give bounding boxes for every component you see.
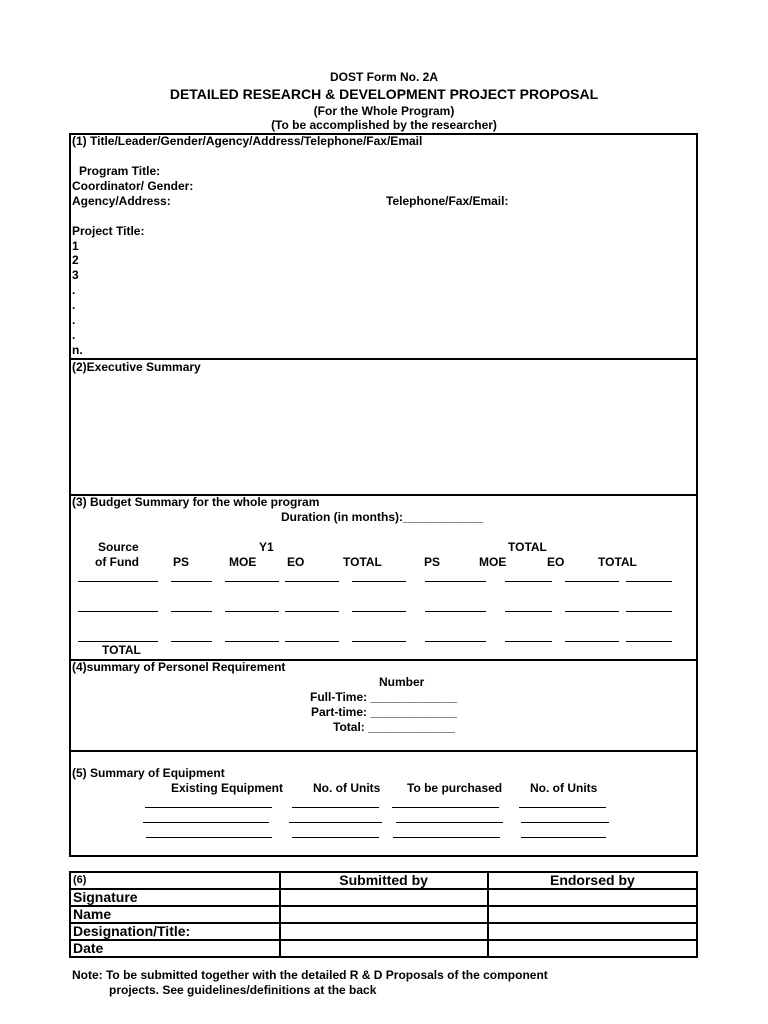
section5-heading: (5) Summary of Equipment [72, 766, 225, 780]
budget-blank-line [171, 611, 212, 612]
column-header: EO [287, 555, 305, 569]
budget-blank-line [425, 611, 486, 612]
column-header: Existing Equipment [171, 781, 284, 795]
project-item: 2 [72, 253, 79, 267]
submitted-signature-cell[interactable] [280, 889, 488, 906]
signature-row-label: Signature [70, 889, 280, 906]
section6-number: (6) [70, 872, 280, 889]
table-row [70, 889, 697, 906]
budget-blank-line [565, 611, 619, 612]
submitted-date-cell[interactable] [280, 940, 488, 957]
section4-heading: (4)summary of Personel Requirement [72, 660, 286, 674]
equipment-blank-line [289, 822, 382, 823]
column-header: MOE [229, 555, 257, 569]
project-item: . [72, 328, 76, 342]
column-header: No. of Units [313, 781, 381, 795]
date-row-label: Date [70, 940, 280, 957]
name-row-label: Name [70, 906, 280, 923]
column-header: To be purchased [407, 781, 503, 795]
equipment-blank-line [292, 837, 379, 838]
budget-blank-line [285, 581, 339, 582]
telephone-label: Telephone/Fax/Email: [386, 194, 509, 208]
equipment-blank-line [292, 807, 379, 808]
equipment-blank-line [396, 822, 503, 823]
project-item: n. [72, 343, 83, 357]
subtitle-whole-program: (For the Whole Program) [313, 104, 455, 118]
table-row [70, 923, 697, 940]
budget-blank-line [171, 641, 212, 642]
submitted-designation-cell[interactable] [280, 923, 488, 940]
budget-blank-line [285, 641, 339, 642]
submitted-by-header: Submitted by [280, 872, 488, 889]
budget-blank-line [565, 641, 619, 642]
number-label: Number [379, 675, 425, 689]
signature-table [69, 871, 698, 958]
project-item: 1 [72, 239, 79, 253]
equipment-blank-line [146, 837, 272, 838]
note-line-2: projects. See guidelines/definitions at the back [109, 983, 377, 997]
section1-heading: (1) Title/Leader/Gender/Agency/Address/Telephone/Fax/Email [72, 134, 423, 148]
project-item: . [72, 298, 76, 312]
column-header: EO [547, 555, 565, 569]
budget-blank-line [78, 611, 158, 612]
budget-blank-line [225, 611, 279, 612]
project-title-label: Project Title: [72, 224, 145, 238]
form-number: DOST Form No. 2A [329, 70, 438, 84]
equipment-blank-line [521, 837, 606, 838]
budget-blank-line [78, 581, 158, 582]
column-header: TOTAL [598, 555, 637, 569]
budget-total-label: TOTAL [102, 643, 141, 657]
source-of-fund-label: Source [98, 540, 139, 554]
equipment-blank-line [519, 807, 606, 808]
column-header: MOE [479, 555, 507, 569]
equipment-blank-line [521, 822, 609, 823]
budget-blank-line [171, 581, 212, 582]
budget-blank-line [425, 641, 486, 642]
page-title: DETAILED RESEARCH & DEVELOPMENT PROJECT PROPOSAL [169, 86, 599, 102]
subtitle-accomplished-by: (To be accomplished by the researcher) [271, 118, 497, 132]
program-title-label: Program Title: [79, 164, 161, 178]
divider-4-5 [69, 750, 698, 752]
personnel-total-field: Total: _____________ [333, 720, 455, 734]
note-line-1: Note: To be submitted together with the detailed R & D Proposals of the component [72, 968, 548, 982]
budget-blank-line [565, 581, 619, 582]
submitted-name-cell[interactable] [280, 906, 488, 923]
budget-blank-line [352, 581, 406, 582]
endorsed-signature-cell[interactable] [488, 889, 697, 906]
table-row [70, 906, 697, 923]
column-header: PS [173, 555, 190, 569]
designation-row-label: Designation/Title: [70, 923, 280, 940]
equipment-blank-line [143, 822, 269, 823]
budget-blank-line [505, 611, 552, 612]
budget-blank-line [626, 611, 672, 612]
budget-blank-line [285, 611, 339, 612]
equipment-blank-line [393, 837, 500, 838]
duration-label: Duration (in months):____________ [281, 510, 484, 524]
source-of-fund-label: of Fund [95, 555, 139, 569]
coordinator-label: Coordinator/ Gender: [72, 179, 194, 193]
endorsed-date-cell[interactable] [488, 940, 697, 957]
column-header: No. of Units [530, 781, 598, 795]
part-time-field: Part-time: _____________ [311, 705, 458, 719]
budget-blank-line [505, 641, 552, 642]
budget-blank-line [626, 581, 672, 582]
endorsed-name-cell[interactable] [488, 906, 697, 923]
table-row [70, 940, 697, 957]
budget-blank-line [78, 641, 158, 642]
table-row [70, 872, 697, 889]
budget-blank-line [352, 641, 406, 642]
project-item: 3 [72, 268, 79, 282]
endorsed-by-header: Endorsed by [488, 872, 697, 889]
endorsed-designation-cell[interactable] [488, 923, 697, 940]
section3-heading: (3) Budget Summary for the whole program [72, 495, 320, 509]
project-item: . [72, 313, 76, 327]
column-header: TOTAL [343, 555, 382, 569]
budget-blank-line [225, 641, 279, 642]
equipment-blank-line [145, 807, 272, 808]
agency-label: Agency/Address: [72, 194, 171, 208]
full-time-field: Full-Time: _____________ [310, 690, 458, 704]
budget-blank-line [425, 581, 486, 582]
budget-blank-line [626, 641, 672, 642]
total-group-label: TOTAL [508, 540, 547, 554]
budget-blank-line [225, 581, 279, 582]
y1-group-label: Y1 [259, 540, 274, 554]
equipment-blank-line [392, 807, 499, 808]
budget-blank-line [505, 581, 552, 582]
budget-blank-line [352, 611, 406, 612]
section2-heading: (2)Executive Summary [72, 360, 201, 374]
column-header: PS [424, 555, 441, 569]
project-item: . [72, 283, 76, 297]
